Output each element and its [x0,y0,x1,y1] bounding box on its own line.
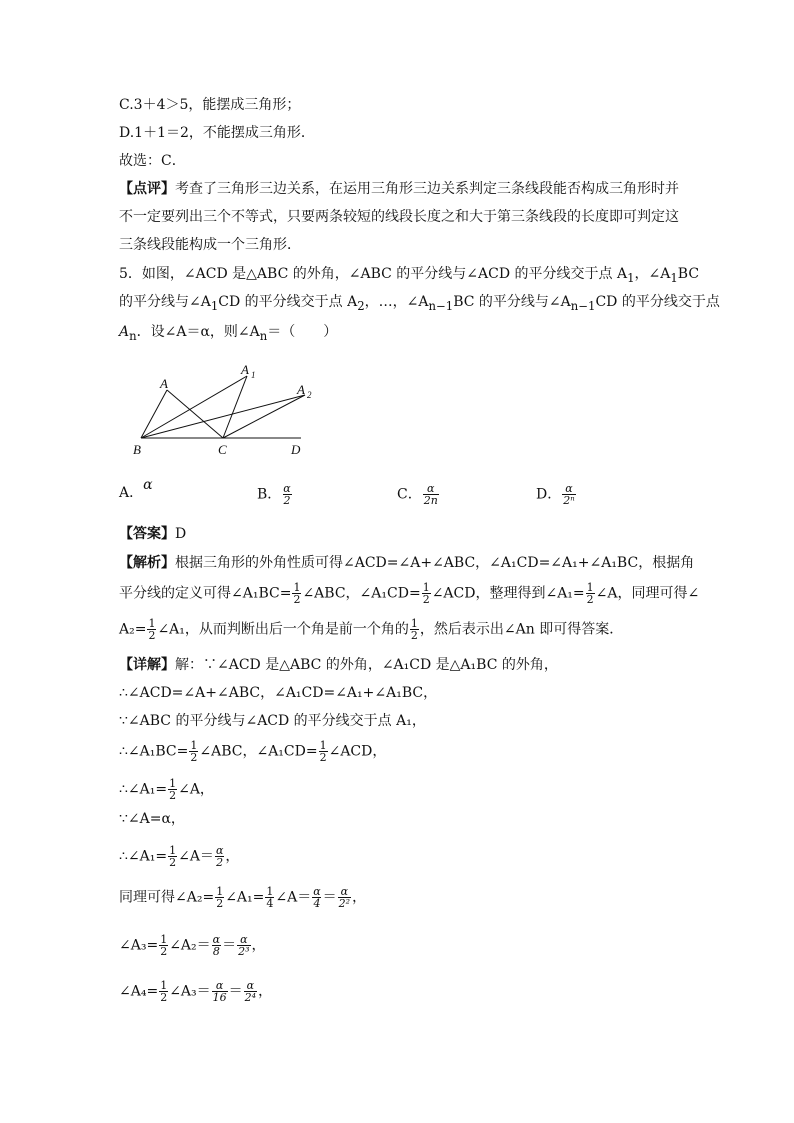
label-a1-sub: 1 [251,370,256,380]
detail-line-8 [119,886,366,909]
question-line-3 [119,322,337,346]
detail-text-7a: ∴∠A₁= [119,848,168,865]
detail-text-1: 解：∵∠ACD 是△ABC 的外角，∠A₁CD 是△A₁BC 的外角， [175,657,558,673]
question-text-3a: A [119,324,130,340]
analysis-line-2 [119,582,699,605]
detail-line-5 [119,778,214,801]
detail-text-4b: ∠ABC，∠A₁CD= [199,743,318,760]
option-d-label: D． [536,486,562,503]
question-text-3b: ．设∠A＝α，则∠A [136,324,260,340]
comment-line-3: 三条线段能构成一个三角形． [119,237,301,253]
analysis-line-1 [119,553,694,573]
fraction-half: $\frac{1}{2}$ [169,844,177,869]
detail-line-2: ∴∠ACD=∠A+∠ABC，∠A₁CD=∠A₁+∠A₁BC， [119,685,438,701]
detail-tag: 【详解】 [119,657,175,673]
question-sub-2a: 1 [210,298,219,313]
detail-text-9a: ∠A₃= [119,937,159,954]
fraction-alpha-4: $\frac{\alpha}{4}$ [313,885,321,910]
geometry-figure [125,358,325,462]
detail-text-10c: ＝ [228,983,243,1000]
analysis-text-2a: 平分线的定义可得∠A₁BC= [119,585,292,602]
option-b-label: B． [257,486,282,503]
question-sub-2c: n−1 [428,298,454,313]
detail-text-8c: ∠A＝ [275,889,312,906]
prev-option-d: D.1＋1＝2，不能摆成三角形． [119,125,315,141]
label-a: A [160,376,168,391]
fraction-half: $\frac{1}{2}$ [190,739,198,764]
prev-option-c: C.3＋4＞5，能摆成三角形； [119,97,301,113]
comment-tag: 【点评】 [119,181,175,197]
option-b[interactable] [257,483,293,506]
question-text-1a: 如图，∠ACD 是△ABC 的外角，∠ABC 的平分线与∠ACD 的平分线交于点 A [141,266,628,282]
option-a-label: A． [119,485,144,501]
fraction-alpha-2cu: $\frac{\alpha}{\text{2³}}$ [238,933,250,958]
fraction-quarter: $\frac{1}{4}$ [266,885,274,910]
option-c-label: C． [397,486,422,503]
option-b-fraction: $\frac{\alpha}{2}$ [283,482,291,507]
fraction-half: $\frac{1}{2}$ [586,581,594,606]
fraction-half: $\frac{1}{2}$ [410,617,418,642]
detail-text-5a: ∴∠A₁= [119,781,168,798]
analysis-text-2d: ∠A，同理可得∠ [595,585,700,602]
question-line-1 [119,264,699,288]
fraction-half: $\frac{1}{2}$ [160,979,168,1004]
question-text-2a: 的平分线与∠A [119,294,211,310]
detail-text-8d: ＝ [322,889,337,906]
detail-text-4c: ∠ACD， [328,743,387,760]
detail-text-9c: ＝ [222,937,237,954]
detail-text-9b: ∠A₂＝ [169,937,211,954]
segment-ba1 [141,376,247,438]
analysis-line-3 [119,618,623,641]
question-text-2e: CD 的平分线交于点 [595,294,720,310]
detail-text-9d: ， [251,937,266,954]
detail-text-8e: ， [352,889,367,906]
label-d: D [291,442,301,457]
question-text-3c: ＝（ ） [267,324,338,340]
detail-line-4 [119,740,386,763]
option-c-fraction: $\frac{\alpha}{2n}$ [423,482,438,507]
detail-line-3: ∵∠ABC 的平分线与∠ACD 的平分线交于点 A₁， [119,713,426,729]
analysis-text-3a: A₂= [119,621,147,638]
analysis-text-1: 根据三角形的外角性质可得∠ACD=∠A+∠ABC，∠A₁CD=∠A₁+∠A₁BC，根据角 [175,555,695,571]
segment-ac [167,390,223,438]
detail-text-10a: ∠A₄= [119,983,159,1000]
fraction-half: $\frac{1}{2}$ [169,777,177,802]
question-number: 5． [119,266,142,282]
comment-text-1: 考查了三角形三边关系，在运用三角形三边关系判定三条线段能否构成三角形时并 [175,181,679,197]
label-c: C [218,442,227,457]
answer-tag: 【答案】 [119,526,175,542]
detail-text-10b: ∠A₃＝ [169,983,211,1000]
fraction-half: $\frac{1}{2}$ [148,617,156,642]
detail-text-7c: ， [225,848,240,865]
question-sub-3b: n [259,328,268,343]
option-a[interactable] [119,477,153,503]
detail-line-7 [119,845,239,868]
fraction-alpha-2-4: $\frac{\alpha}{\text{2⁴}}$ [244,979,257,1004]
fraction-alpha-2: $\frac{\alpha}{2}$ [215,844,224,869]
analysis-text-3b: ∠A₁，从而判断出后一个角是前一个角的 [157,621,409,638]
question-text-2b: CD 的平分线交于点 A [218,294,358,310]
answer-line [119,524,186,544]
comment-line-1 [119,179,679,199]
question-text-1b: ，∠A [634,266,671,282]
detail-text-7b: ∠A＝ [178,848,214,865]
segment-ca1 [223,376,247,438]
question-sub-1b: 1 [670,270,678,285]
question-text-1c: BC [677,266,700,282]
question-sub-2b: 2 [357,298,365,313]
detail-text-4a: ∴∠A₁BC= [119,743,189,760]
fraction-half: $\frac{1}{2}$ [216,885,224,910]
option-a-value: α [143,477,153,493]
question-sub-2d: n−1 [570,298,596,313]
fraction-alpha-8: $\frac{\alpha}{8}$ [212,933,221,958]
analysis-text-2c: ∠ACD，整理得到∠A₁= [431,585,585,602]
detail-line-10 [119,980,272,1003]
label-a2: A [297,382,305,397]
fraction-alpha-2sq: $\frac{\alpha}{\text{2²}}$ [338,885,351,910]
detail-text-10d: ， [258,983,273,1000]
segment-ba2 [141,395,305,438]
segment-ca2 [223,395,305,438]
analysis-text-2b: ∠ABC，∠A₁CD= [302,585,421,602]
option-d[interactable] [536,483,577,506]
detail-line-1 [119,655,558,675]
detail-text-5b: ∠A， [178,781,214,798]
fraction-half: $\frac{1}{2}$ [319,739,327,764]
label-a2-sub: 2 [307,390,312,400]
option-d-fraction: $\frac{\alpha}{\text{2ⁿ}}$ [563,482,575,507]
analysis-text-3c: ，然后表示出∠An 即可得答案． [419,621,624,638]
option-c[interactable] [397,483,440,506]
comment-line-2: 不一定要列出三个不等式，只要两条较短的线段长度之和大于第三条线段的长度即可判定这 [119,209,679,225]
prev-conclusion: 故选：C． [119,153,186,169]
detail-text-8a: 同理可得∠A₂= [119,889,215,906]
answer-value: D [175,526,187,542]
label-a1: A [241,362,249,377]
fraction-half: $\frac{1}{2}$ [160,933,168,958]
question-text-2c: ，…，∠A [364,294,429,310]
question-sub-1: 1 [627,270,635,285]
detail-text-8b: ∠A₁= [225,889,265,906]
fraction-alpha-16: $\frac{\alpha}{16}$ [212,979,227,1004]
fraction-half: $\frac{1}{2}$ [293,581,301,606]
question-line-2 [119,292,720,316]
question-sub-3a: n [129,328,137,343]
fraction-half: $\frac{1}{2}$ [422,581,430,606]
detail-line-6: ∵∠A=α， [119,811,185,827]
detail-line-9 [119,934,266,957]
label-b: B [133,442,141,457]
question-text-2d: BC 的平分线与∠A [453,294,571,310]
analysis-tag: 【解析】 [119,555,175,571]
